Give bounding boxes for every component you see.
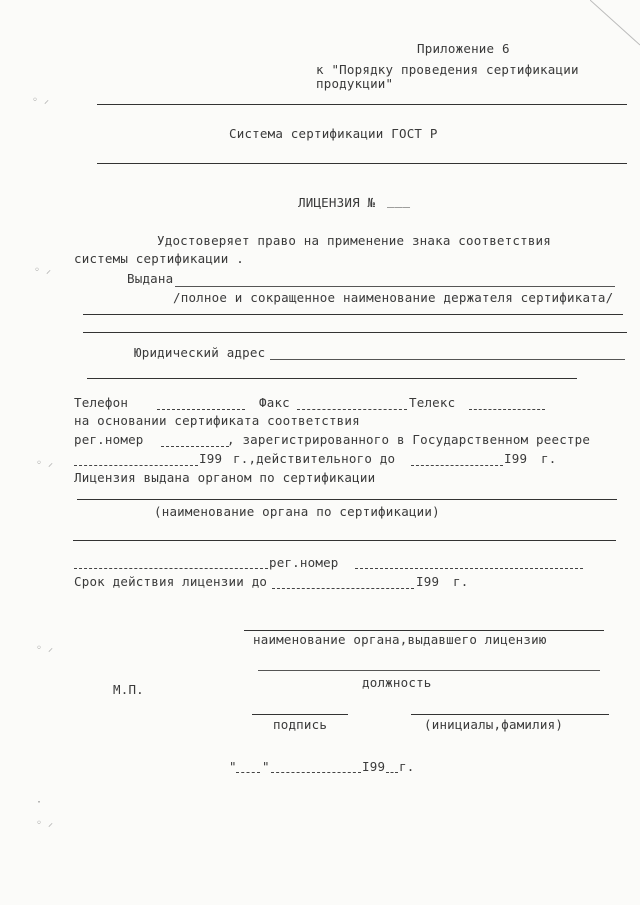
- issued-label: Выдана: [127, 271, 174, 286]
- date-year-suffix: г.: [399, 759, 415, 774]
- fax-label: Факс: [259, 395, 290, 410]
- punch-hole-mark: ◦ ⸝: [36, 643, 54, 654]
- punch-hole-mark: ·: [36, 797, 43, 808]
- punch-hole-mark: ◦ ⸝: [36, 458, 54, 469]
- cert-year: I99: [199, 451, 223, 466]
- legal-address-label: Юридический адрес: [134, 345, 266, 360]
- legal-address-field: [270, 359, 625, 360]
- phone-field: [157, 409, 245, 410]
- date-quote-open: ": [229, 759, 237, 774]
- holder-rule-2: [83, 332, 627, 333]
- date-day-field: [236, 772, 260, 773]
- reg-number-label-2: рег.номер: [269, 555, 339, 570]
- appendix-reference: к "Порядку проведения сертификации: [316, 62, 579, 77]
- term-year-suffix: г.: [453, 574, 469, 589]
- fax-field: [297, 409, 407, 410]
- valid-until-field: [411, 465, 503, 466]
- basis-label: на основании сертификата соответствия: [74, 413, 360, 428]
- term-field: [272, 588, 414, 589]
- cert-date-field: [74, 465, 198, 466]
- seal-label: М.П.: [113, 682, 144, 697]
- term-year: I99: [416, 574, 440, 589]
- holder-caption: /полное и сокращенное наименование держателя сертификата/: [173, 290, 614, 305]
- header-rule: [97, 104, 627, 105]
- cert-body-rule: [77, 499, 617, 500]
- valid-until-label: г.,действительного до: [233, 451, 396, 466]
- date-quote-close: ": [262, 759, 270, 774]
- term-label: Срок действия лицензии до: [74, 574, 268, 589]
- telex-label: Телекс: [409, 395, 456, 410]
- telex-field: [469, 409, 545, 410]
- phone-label: Телефон: [74, 395, 129, 410]
- initials-rule: [411, 714, 609, 715]
- punch-hole-mark: ◦ ⸝: [36, 818, 54, 829]
- license-number-blank: ___: [387, 193, 411, 208]
- cert-body-field: [74, 568, 268, 569]
- date-year-field: [386, 772, 398, 773]
- issuer-rule: [244, 630, 604, 631]
- page-fold-icon: [590, 0, 640, 50]
- position-caption: должность: [362, 675, 432, 690]
- date-month-field: [271, 772, 361, 773]
- system-rule: [97, 163, 627, 164]
- reg-number-field: [161, 446, 229, 447]
- valid-until-year-suffix: г.: [541, 451, 557, 466]
- signature-caption: подпись: [273, 717, 328, 732]
- appendix-number: Приложение 6: [417, 41, 510, 56]
- position-rule: [258, 670, 600, 671]
- signature-rule: [252, 714, 348, 715]
- intro-text-cont: системы сертификации .: [74, 251, 244, 266]
- reg-number-field-2: [355, 568, 583, 569]
- cert-body-caption: (наименование органа по сертификации): [154, 504, 440, 519]
- intro-text: Удостоверяет право на применение знака соответствия: [157, 233, 552, 248]
- valid-until-year: I99: [504, 451, 528, 466]
- holder-field-line: [175, 286, 615, 287]
- system-title: Система сертификации ГОСТ Р: [229, 126, 438, 141]
- cert-body-rule-2: [73, 540, 616, 541]
- issuer-caption: наименование органа,выдавшего лицензию: [253, 632, 547, 647]
- issued-by-label: Лицензия выдана органом по сертификации: [74, 470, 376, 485]
- license-title: ЛИЦЕНЗИЯ №: [298, 195, 376, 210]
- punch-hole-mark: ◦ ⸝: [34, 265, 52, 276]
- registered-label: , зарегистрированного в Государственном реестре: [227, 432, 591, 447]
- initials-caption: (инициалы,фамилия): [424, 717, 564, 732]
- date-year: I99: [362, 759, 386, 774]
- legal-address-rule: [87, 378, 577, 379]
- appendix-reference-cont: продукции": [316, 76, 394, 91]
- holder-rule-1: [83, 314, 623, 315]
- reg-number-label: рег.номер: [74, 432, 144, 447]
- punch-hole-mark: ◦ ⸝: [32, 95, 50, 106]
